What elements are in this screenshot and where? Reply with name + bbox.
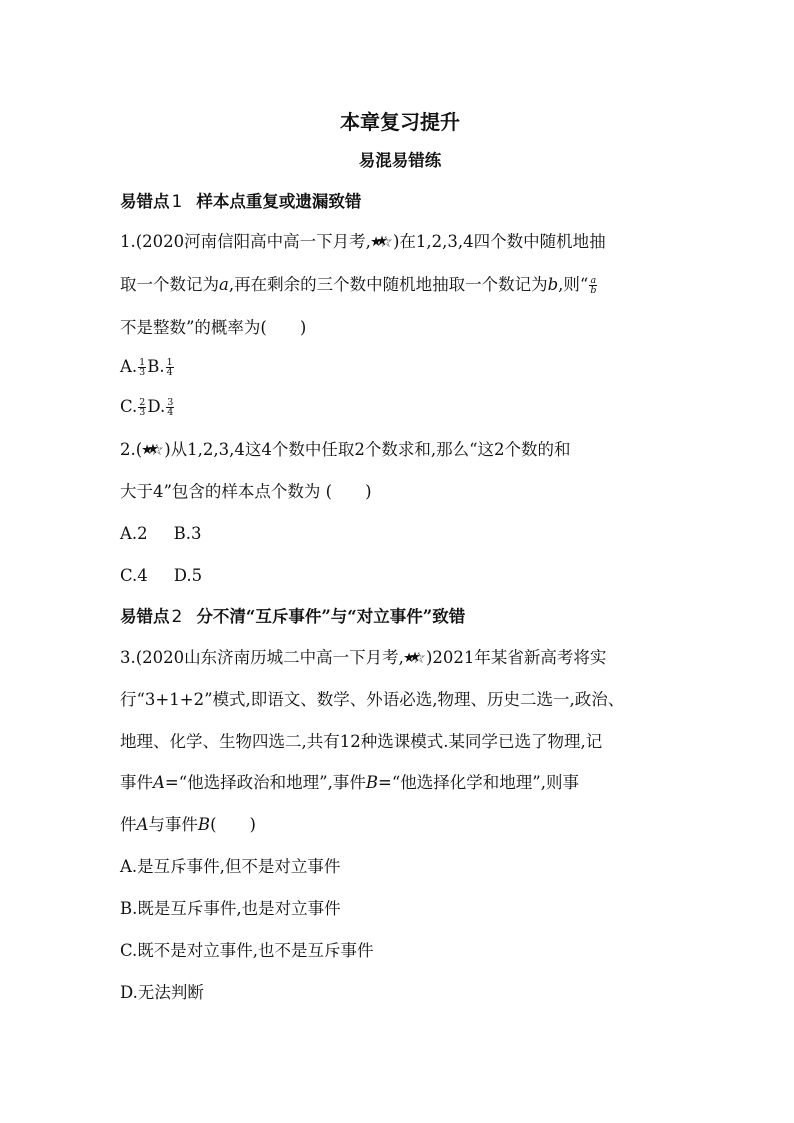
q3-option-a: A.是互斥事件,但不是对立事件	[120, 857, 341, 876]
q1-line-3: 不是整数”的概率为( )	[120, 318, 307, 337]
q1-options-ab: A. $\frac{1}{3}$ B. $\frac{1}{4}$	[120, 356, 173, 378]
option-c-fraction: $\frac{2}{3}$	[139, 396, 146, 418]
difficulty-stars-icon	[142, 442, 164, 456]
q3-line-1: 3.(2020山东济南历城二中高一下月考, )2021年某省新高考将实	[120, 648, 607, 667]
q1-line-2: 取一个数记为a,再在剩余的三个数中随机地抽取一个数记为b,则“ $\frac{a}{b}$	[120, 274, 597, 296]
section-2-heading: 易错点 2 分不清“互斥事件”与“对立事件”致错	[120, 607, 466, 627]
q3-line-2: 行“3+1+2”模式,即语文、数学、外语必选,物理、历史二选一,政治、	[120, 690, 625, 709]
difficulty-stars-icon	[404, 650, 426, 664]
q1-options-cd: C. $\frac{2}{3}$ D. $\frac{3}{4}$	[120, 396, 174, 418]
q2-options-ab: A.2 B.3	[120, 524, 202, 543]
option-b-fraction: $\frac{1}{4}$	[166, 356, 173, 378]
q3-line-4: 事件A=“他选择政治和地理”,事件B=“他选择化学和地理”,则事	[120, 773, 579, 792]
page-title: 本章复习提升	[340, 110, 460, 134]
fraction-a-over-b: $\frac{a}{b}$	[590, 274, 597, 296]
option-a-fraction: $\frac{1}{3}$	[139, 356, 146, 378]
q3-line-3: 地理、化学、生物四选二,共有12种选课模式.某同学已选了物理,记	[120, 732, 603, 751]
q2-options-cd: C.4 D.5	[120, 566, 203, 585]
q3-option-d: D.无法判断	[120, 983, 204, 1002]
section-1-heading: 易错点 1 样本点重复或遗漏致错	[120, 192, 362, 212]
q3-line-5: 件A与事件B( )	[120, 815, 256, 834]
option-d-fraction: $\frac{3}{4}$	[167, 396, 174, 418]
q2-line-1: 2.( )从1,2,3,4这4个数中任取2个数求和,那么“这2个数的和	[120, 440, 571, 459]
q3-option-c: C.既不是对立事件,也不是互斥事件	[120, 941, 374, 960]
page-subtitle: 易混易错练	[358, 151, 442, 170]
q3-option-b: B.既是互斥事件,也是对立事件	[120, 899, 341, 918]
difficulty-stars-icon	[371, 234, 393, 248]
q2-line-2: 大于4”包含的样本点个数为 ( )	[120, 482, 372, 501]
q1-line-1: 1.(2020河南信阳高中高一下月考, )在1,2,3,4四个数中随机地抽	[120, 232, 606, 251]
